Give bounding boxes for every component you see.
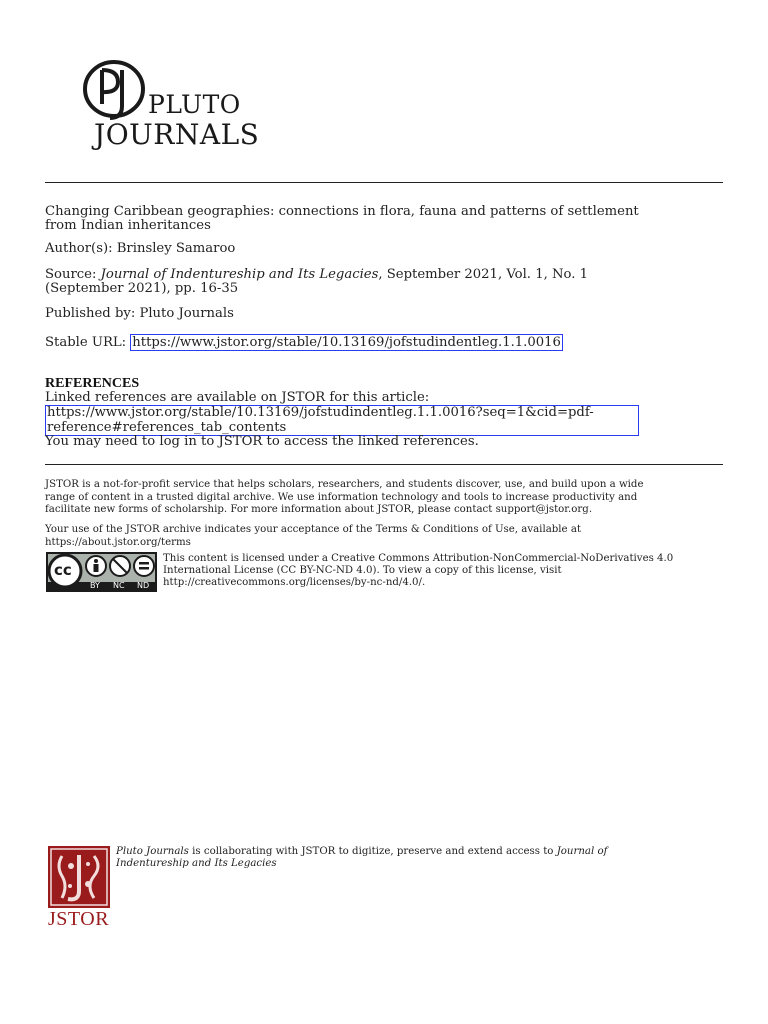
article-title-line1: Changing Caribbean geographies: connections in flora, fauna and patterns of settlement — [45, 204, 639, 219]
article-source-line1 — [45, 268, 725, 282]
collab-middle: is collaborating with JSTOR to digitize, preserve and extend access to — [188, 846, 557, 857]
collab-publisher: Pluto Journals — [116, 846, 189, 857]
references-note: You may need to log in to JSTOR to access the linked references. — [45, 434, 479, 449]
cc-badge-label-nc: NC — [113, 581, 125, 590]
jstor-mark-icon — [48, 846, 110, 908]
collaboration-notice — [116, 846, 716, 870]
terms-notice — [45, 524, 725, 549]
article-source — [45, 268, 725, 296]
terms-url[interactable]: https://about.jstor.org/terms — [45, 536, 191, 548]
source-journal: Journal of Indentureship and Its Legacies — [100, 267, 379, 282]
jstor-wordmark: JSTOR — [48, 908, 110, 930]
terms-notice-line1: Your use of the JSTOR archive indicates your acceptance of the Terms & Conditions of Use, available at — [45, 524, 581, 535]
logo-word-pluto: PLUTO — [148, 90, 241, 119]
collab-journal-part1: Journal of — [556, 846, 608, 857]
jstor-notice-line2: range of content in a trusted digital archive. We use information technology and tools to increase productivity and — [45, 491, 638, 503]
stable-url-row — [45, 336, 725, 350]
article-title-line2: from Indian inheritances — [45, 218, 211, 233]
license-line1: This content is licensed under a Creative Commons Attribution-NonCommercial-NoDerivatives 4.0 — [163, 553, 674, 564]
cc-badge-label-by: BY — [90, 581, 100, 590]
references-intro: Linked references are available on JSTOR for this article: — [45, 390, 430, 405]
license-url[interactable]: http://creativecommons.org/licenses/by-nc-nd/4.0/. — [163, 577, 426, 588]
article-source-line2: (September 2021), pp. 16-35 — [45, 281, 239, 296]
divider-top — [45, 182, 723, 183]
collaboration-line1 — [116, 846, 716, 858]
pluto-journals-logo — [82, 60, 282, 160]
source-details: , September 2021, Vol. 1, No. 1 — [378, 267, 588, 282]
collaboration-line2 — [116, 858, 716, 870]
jstor-notice-line3: facilitate new forms of scholarship. For more information about JSTOR, please contact support@jstor.org. — [45, 504, 593, 515]
references-url-line1[interactable]: https://www.jstor.org/stable/10.13169/jofstudindentleg.1.1.0016?seq=1&cid=pdf- — [47, 405, 594, 420]
cc-badge-label-nd: ND — [137, 581, 150, 590]
jstor-logo — [48, 846, 112, 930]
published-by: Published by: Pluto Journals — [45, 306, 234, 321]
pj-monogram-icon — [82, 60, 146, 120]
stable-url-link[interactable]: https://www.jstor.org/stable/10.13169/jofstudindentleg.1.1.0016 — [132, 335, 561, 350]
references-url-line2[interactable]: reference#references_tab_contents — [47, 420, 287, 435]
divider-middle — [45, 464, 723, 465]
stable-url-label: Stable URL: — [45, 335, 131, 350]
collab-journal-part2: Indentureship and Its Legacies — [116, 858, 277, 869]
license-line2: International License (CC BY-NC-ND 4.0). To view a copy of this license, visit — [163, 565, 562, 576]
article-title — [45, 205, 725, 233]
source-label: Source: — [45, 267, 101, 282]
cc-badge-top: cc — [54, 561, 72, 579]
jstor-notice — [45, 479, 725, 517]
cc-license-badge[interactable] — [46, 552, 157, 592]
references-heading: REFERENCES — [45, 376, 140, 391]
license-text — [163, 553, 723, 589]
logo-word-journals: JOURNALS — [94, 118, 260, 151]
article-author: Author(s): Brinsley Samaroo — [45, 241, 236, 256]
jstor-notice-line1: JSTOR is a not-for-profit service that helps scholars, researchers, and students discover, use, and build upon a wide — [45, 479, 644, 490]
